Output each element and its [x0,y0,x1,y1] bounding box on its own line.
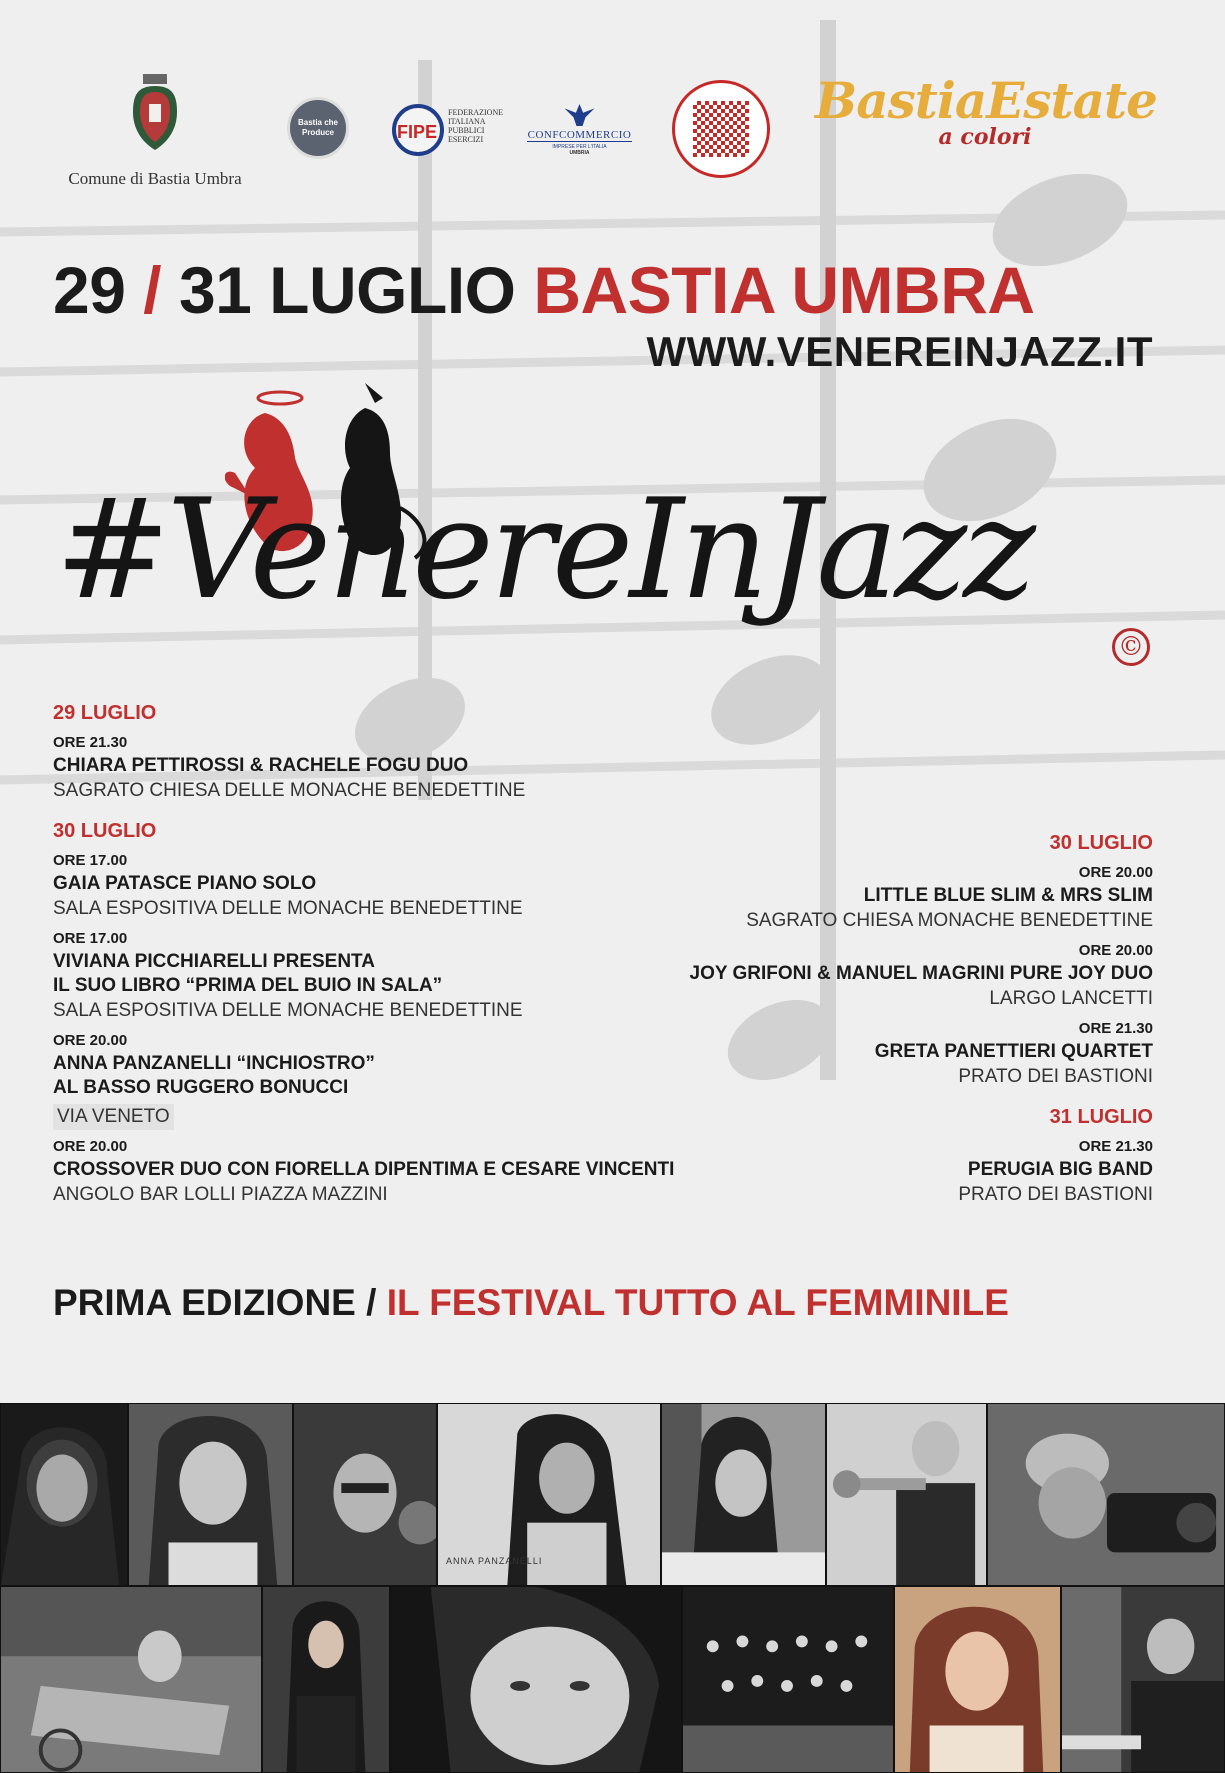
qr-pattern-icon [693,101,749,157]
event-title: GRETA PANETTIERI QUARTET [874,1041,1153,1062]
trumpet-player-photo [826,1403,987,1586]
event-time: ORE 20.00 [53,1138,128,1155]
copyright-icon: © [1112,628,1150,666]
artist-photo [262,1586,390,1773]
event-time: ORE 21.30 [53,734,128,751]
day-heading: 30 LUGLIO [53,820,157,842]
date-start: 29 [53,253,126,327]
album-caption: ANNA PANZANELLI [446,1556,543,1566]
eagle-icon [565,104,595,126]
estate-subtitle: a colori [938,124,1032,150]
artist-color-photo [894,1586,1061,1773]
event-venue: SAGRATO CHIESA DELLE MONACHE BENEDETTINE [53,780,526,801]
artist-portrait-photo [390,1586,682,1773]
event-venue: PRATO DEI BASTIONI [958,1184,1153,1205]
event-venue: VIA VENETO [53,1104,174,1130]
coat-of-arms-icon [125,72,185,158]
artist-photo-collage [0,1403,1225,1773]
confcommercio-subtitle: IMPRESE PER L'ITALIA [552,144,607,150]
city-name: BASTIA UMBRA [533,253,1035,327]
event-venue: SALA ESPOSITIVA DELLE MONACHE BENEDETTINE [53,898,523,919]
outdoor-performer-photo [0,1586,262,1773]
event-venue: SAGRATO CHIESA MONACHE BENEDETTINE [746,910,1153,931]
day-heading: 29 LUGLIO [53,702,157,724]
event-title: CROSSOVER DUO CON FIORELLA DIPENTIMA E CESARE VINCENTI [53,1159,675,1180]
fipe-logo [392,104,517,156]
event-venue: SALA ESPOSITIVA DELLE MONACHE BENEDETTINE [53,1000,523,1021]
event-venue: PRATO DEI BASTIONI [958,1066,1153,1087]
event-title: ANNA PANZANELLI “INCHIOSTRO” [53,1053,375,1074]
day-heading: 30 LUGLIO [1049,832,1153,854]
festival-title: #VenereInJazz [55,469,1032,630]
event-title: VIVIANA PICCHIARELLI PRESENTA [53,951,375,972]
confcommercio-region: UMBRIA [569,150,590,156]
day-heading: 31 LUGLIO [1049,1106,1153,1128]
confcommercio-name: CONFCOMMERCIO [527,129,632,141]
event-title-line-2: AL BASSO RUGGERO BONUCCI [53,1077,349,1098]
tagline-festival: IL FESTIVAL TUTTO AL FEMMINILE [386,1282,1009,1323]
videographer-photo [987,1403,1225,1586]
comune-logo [50,72,260,189]
event-time: ORE 20.00 [1078,942,1153,959]
date-end: 31 LUGLIO [178,253,516,327]
event-title-line-2: IL SUO LIBRO “PRIMA DEL BUIO IN SALA” [53,975,443,996]
event-time: ORE 20.00 [1078,864,1153,881]
confcommercio-logo [527,104,632,156]
fipe-subtitle: FEDERAZIONE ITALIANA PUBBLICI ESERCIZI [448,108,504,144]
badge-text: Bastia che Produce [297,118,339,137]
tagline-edition: PRIMA EDIZIONE / [53,1282,377,1323]
event-venue: ANGOLO BAR LOLLI PIAZZA MAZZINI [53,1184,388,1205]
bastia-estate-logo [815,72,1155,150]
artist-photo [0,1403,128,1586]
album-cover-photo [437,1403,661,1586]
event-title: GAIA PATASCE PIANO SOLO [53,873,317,894]
event-time: ORE 21.30 [1078,1138,1153,1155]
qr-code[interactable] [672,80,770,178]
event-headline [53,252,1153,328]
event-title: LITTLE BLUE SLIM & MRS SLIM [863,885,1153,906]
artist-photo [293,1403,437,1586]
fipe-text: FIPE [397,122,438,142]
event-time: ORE 17.00 [53,930,128,947]
event-title: JOY GRIFONI & MANUEL MAGRINI PURE JOY DUO [689,963,1153,984]
estate-title: BastiaEstate [815,71,1157,130]
event-time: ORE 17.00 [53,852,128,869]
artist-photo [128,1403,293,1586]
event-time: ORE 20.00 [53,1032,128,1049]
date-separator: / [125,253,179,327]
comune-label: Comune di Bastia Umbra [68,169,242,188]
event-title: CHIARA PETTIROSSI & RACHELE FOGU DUO [53,755,469,776]
big-band-photo [682,1586,894,1773]
event-venue: LARGO LANCETTI [989,988,1153,1009]
program-right-column [593,830,1153,1208]
event-title: PERUGIA BIG BAND [967,1159,1153,1180]
bastia-che-produce-logo [287,97,349,159]
pianist-photo [1061,1586,1225,1773]
event-time: ORE 21.30 [1078,1020,1153,1037]
artist-photo [661,1403,826,1586]
tagline [53,1282,1153,1324]
website-link[interactable]: WWW.VENEREINJAZZ.IT [646,328,1153,375]
